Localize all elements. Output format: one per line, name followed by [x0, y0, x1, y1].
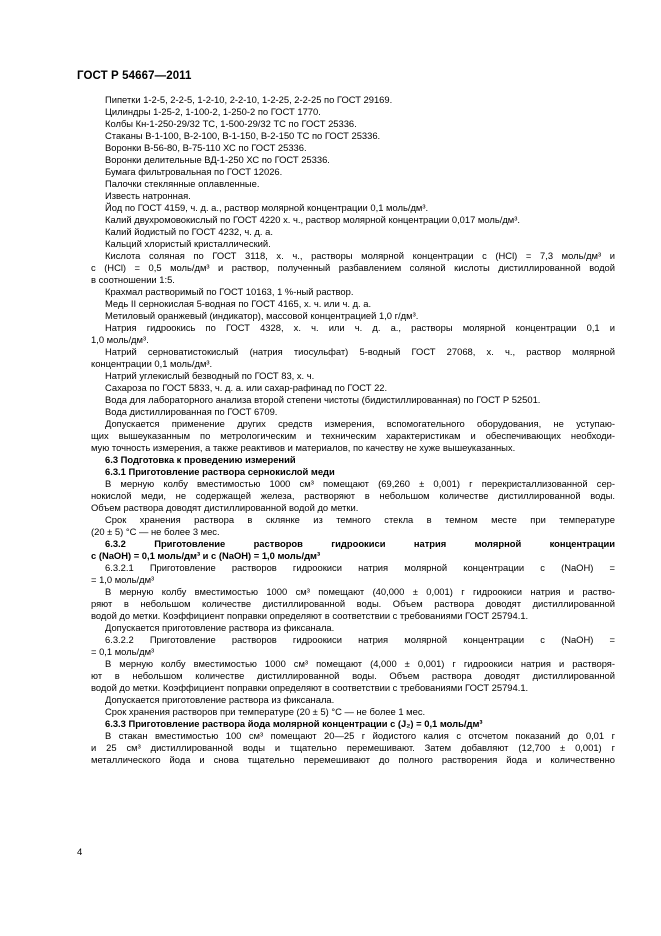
text-line: Допускается применение других средств измерения, вспомогательного оборудования, не уступаю-: [105, 418, 615, 429]
text-line: Палочки стеклянные оплавленные.: [105, 178, 260, 189]
section-heading-line: 6.3.3 Приготовление раствора йода молярной концентрации с (J₂) = 0,1 моль/дм³: [105, 718, 483, 729]
text-line: Допускается приготовление раствора из фиксанала.: [105, 694, 335, 705]
text-line: Крахмал растворимый по ГОСТ 10163, 1 %-ный раствор.: [105, 286, 354, 297]
text-line: Бумага фильтровальная по ГОСТ 12026.: [105, 166, 283, 177]
text-line: Натрий серноватистокислый (натрия тиосульфат) 5-водный ГОСТ 27068, х. ч., раствор молярной: [105, 346, 615, 357]
text-line: Натрий углекислый безводный по ГОСТ 83, х. ч.: [105, 370, 315, 381]
section-heading-line: с (NaOH) = 0,1 моль/дм³ и с (NaOH) = 1,0 моль/дм³: [91, 550, 321, 561]
text-line: Метиловый оранжевый (индикатор), массовой концентрацией 1,0 г/дм³.: [105, 310, 419, 321]
text-line: и 25 см³ дистиллированной воды и тщательно перемешивают. Затем добавляют (12,700 ± 0,001) г: [91, 742, 615, 753]
text-line: Медь II сернокислая 5-водная по ГОСТ 4165, х. ч. или ч. д. а.: [105, 298, 372, 309]
text-line: в соотношении 1:5.: [91, 274, 175, 285]
text-line: В мерную колбу вместимостью 1000 см³ помещают (40,000 ± 0,001) г гидроокиси натрия и раство-: [105, 586, 615, 597]
section-heading-line: 6.3.1 Приготовление раствора сернокислой меди: [105, 466, 335, 477]
text-line: Кислота соляная по ГОСТ 3118, х. ч., растворы молярной концентрации с (HCl) = 7,3 моль/дм³ и: [105, 250, 615, 261]
text-line: Срок хранения раствора в склянке из темного стекла в темном месте при температуре: [105, 514, 615, 525]
text-line: Известь натронная.: [105, 190, 191, 201]
text-line: = 1,0 моль/дм³: [91, 574, 155, 585]
text-line: Кальций хлористый кристаллический.: [105, 238, 271, 249]
text-line: водой до метки. Коэффициент поправки определяют в соответствии с требованиями ГОСТ 25794.1.: [91, 610, 529, 621]
text-line: концентрации 0,1 моль/дм³.: [91, 358, 213, 369]
text-line: Воронки В-56-80, В-75-110 ХС по ГОСТ 25336.: [105, 142, 307, 153]
text-line: мую точность измерения, а также реактивов и материалов, по качеству не хуже вышеуказанных.: [91, 442, 516, 453]
text-line: Вода для лабораторного анализа второй степени чистоты (бидистиллированная) по ГОСТ Р 52501.: [105, 394, 541, 405]
text-line: (20 ± 5) °С — не более 3 мес.: [91, 526, 220, 537]
text-line: Воронки делительные ВД-1-250 ХС по ГОСТ 25336.: [105, 154, 330, 165]
text-line: 1,0 моль/дм³.: [91, 334, 149, 345]
section-heading-line: 6.3.2 Приготовление растворов гидроокиси натрия молярной концентрации: [105, 538, 615, 549]
text-line: водой до метки. Коэффициент поправки определяют в соответствии с требованиями ГОСТ 25794.1.: [91, 682, 529, 693]
text-line: металлического йода и снова тщательно перемешивают до полного растворения йода и количественно: [91, 754, 615, 765]
text-line: В стакан вместимостью 100 см³ помещают 20—25 г йодистого калия с отсчетом показаний до 0,01 г: [105, 730, 615, 741]
page-number: 4: [77, 847, 83, 858]
text-line: Калий йодистый по ГОСТ 4232, ч. д. а.: [105, 226, 273, 237]
text-line: 6.3.2.1 Приготовление растворов гидроокиси натрия молярной концентрации с (NaOH) =: [105, 562, 615, 573]
section-heading-line: 6.3 Подготовка к проведению измерений: [105, 454, 296, 465]
text-line: Допускается приготовление раствора из фиксанала.: [105, 622, 335, 633]
text-line: В мерную колбу вместимостью 1000 см³ помещают (69,260 ± 0,001) г перекристаллизованной сер-: [105, 478, 615, 489]
text-line: ряют в небольшом количестве дистиллированной воды. Объем раствора доводят дистиллированной: [91, 598, 615, 609]
text-line: ют в небольшом количестве дистиллированной воды. Объем раствора доводят дистиллированной: [91, 670, 615, 681]
text-line: Натрия гидроокись по ГОСТ 4328, х. ч. или ч. д. а., растворы молярной концентрации 0,1 и: [105, 322, 615, 333]
text-line: Вода дистиллированная по ГОСТ 6709.: [105, 406, 278, 417]
text-line: нокислой меди, не содержащей железа, растворяют в небольшом количестве дистиллированной воды.: [91, 490, 615, 501]
document-body: [91, 94, 615, 766]
text-line: Стаканы В-1-100, В-2-100, В-1-150, В-2-150 ТС по ГОСТ 25336.: [105, 130, 381, 141]
text-line: Колбы Кн-1-250-29/32 ТС, 1-500-29/32 ТС по ГОСТ 25336.: [105, 118, 357, 129]
text-line: Йод по ГОСТ 4159, ч. д. а., раствор молярной концентрации 0,1 моль/дм³.: [105, 202, 429, 213]
text-line: Калий двухромовокислый по ГОСТ 4220 х. ч., раствор молярной концентрации 0,017 моль/дм³.: [105, 214, 520, 225]
text-line: = 0,1 моль/дм³: [91, 646, 155, 657]
text-line: щих вышеуказанным по метрологическим и техническим характеристикам и обеспечивающих необходи-: [91, 430, 615, 441]
text-line: Сахароза по ГОСТ 5833, ч. д. а. или сахар-рафинад по ГОСТ 22.: [105, 382, 388, 393]
text-line: Цилиндры 1-25-2, 1-100-2, 1-250-2 по ГОСТ 1770.: [105, 106, 321, 117]
text-line: Пипетки 1-2-5, 2-2-5, 1-2-10, 2-2-10, 1-2-25, 2-2-25 по ГОСТ 29169.: [105, 94, 393, 105]
text-line: В мерную колбу вместимостью 1000 см³ помещают (4,000 ± 0,001) г гидроокиси натрия и растворя-: [105, 658, 615, 669]
text-line: с (HCl) = 0,5 моль/дм³ и раствор, полученный разбавлением соляной кислоты дистиллированной водой: [91, 262, 615, 273]
text-line: 6.3.2.2 Приготовление растворов гидроокиси натрия молярной концентрации с (NaOH) =: [105, 634, 615, 645]
document-header: ГОСТ Р 54667—2011: [77, 70, 192, 82]
text-line: Объем раствора доводят дистиллированной водой до метки.: [91, 502, 359, 513]
text-line: Срок хранения растворов при температуре (20 ± 5) °С — не более 1 мес.: [105, 706, 426, 717]
